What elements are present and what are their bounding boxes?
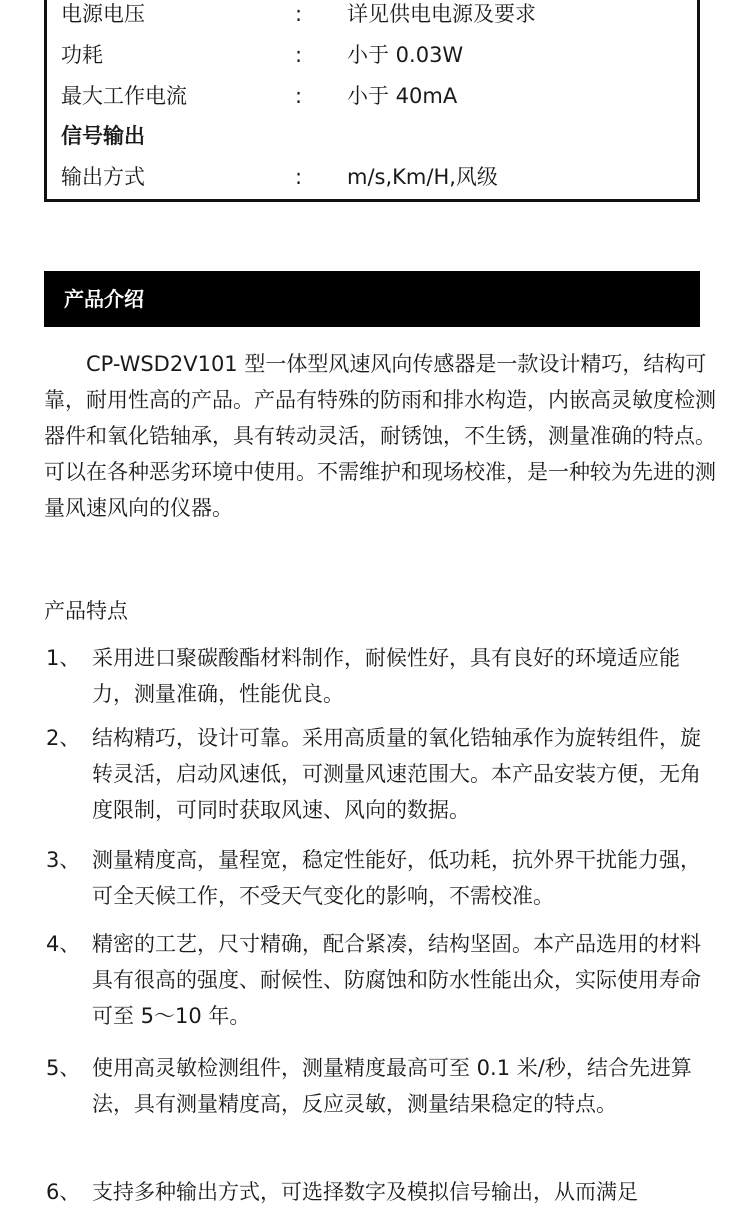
feature-text: 支持多种输出方式，可选择数字及模拟信号输出，从而满足 — [92, 1180, 638, 1204]
spec-key: 最大工作电流 — [61, 84, 187, 108]
spec-row-voltage — [47, 0, 697, 34]
spec-section-label: 信号输出 — [61, 124, 145, 148]
feature-text: 精密的工艺，尺寸精确，配合紧凑，结构坚固。本产品选用的材料具有很高的强度、耐候性、防腐蚀和防水性能出众，实际使用寿命可至 5～10 年。 — [92, 932, 701, 1028]
spec-value: m/s,Km/H,风级 — [347, 165, 498, 189]
section-heading-product-intro: 产品介绍 — [44, 271, 700, 327]
feature-item — [44, 842, 704, 914]
spec-key: 功耗 — [61, 43, 103, 67]
spec-colon: : — [295, 43, 303, 67]
feature-number: 6、 — [46, 1180, 81, 1204]
intro-paragraph: CP-WSD2V101 型一体型风速风向传感器是一款设计精巧，结构可靠，耐用性高的产品。产品有特殊的防雨和排水构造，内嵌高灵敏度检测器件和氧化锆轴承，具有转动灵活，耐锈蚀，不生锈，测量准确的特点。可以在各种恶劣环境中使用。不需维护和现场校准，是一种较为先进的测量风速风向的仪器。 — [44, 352, 716, 520]
feature-text: 测量精度高，量程宽，稳定性能好，低功耗，抗外界干扰能力强，可全天候工作，不受天气变化的影响，不需校准。 — [92, 848, 701, 908]
spec-key: 电源电压 — [61, 2, 145, 26]
spec-section-signal-output — [47, 116, 697, 156]
feature-text: 使用高灵敏检测组件，测量精度最高可至 0.1 米/秒，结合先进算法，具有测量精度高，反应灵敏，测量结果稳定的特点。 — [92, 1056, 692, 1116]
spec-row-current — [47, 76, 697, 116]
spec-value: 详见供电电源及要求 — [347, 2, 536, 26]
spec-value: 小于 40mA — [347, 84, 458, 108]
spec-row-power — [47, 35, 697, 75]
feature-item — [44, 640, 704, 712]
feature-text: 采用进口聚碳酸酯材料制作，耐候性好，具有良好的环境适应能力，测量准确，性能优良。 — [92, 646, 680, 706]
spec-colon: : — [295, 165, 303, 189]
feature-item — [44, 1050, 704, 1122]
spec-colon: : — [295, 84, 303, 108]
feature-number: 1、 — [46, 646, 81, 670]
feature-number: 2、 — [46, 726, 81, 750]
spec-key: 输出方式 — [61, 165, 145, 189]
feature-item — [44, 926, 704, 1034]
feature-item — [44, 1174, 704, 1210]
feature-text: 结构精巧，设计可靠。采用高质量的氧化锆轴承作为旋转组件，旋转灵活，启动风速低，可测量风速范围大。本产品安装方便，无角度限制，可同时获取风速、风向的数据。 — [92, 726, 701, 822]
spec-colon: : — [295, 2, 303, 26]
feature-number: 5、 — [46, 1056, 81, 1080]
feature-item — [44, 720, 704, 828]
feature-number: 3、 — [46, 848, 81, 872]
spec-table — [44, 0, 700, 202]
spec-row-output-mode — [47, 157, 697, 197]
features-title: 产品特点 — [44, 599, 128, 623]
feature-number: 4、 — [46, 932, 81, 956]
spec-value: 小于 0.03W — [347, 43, 464, 67]
